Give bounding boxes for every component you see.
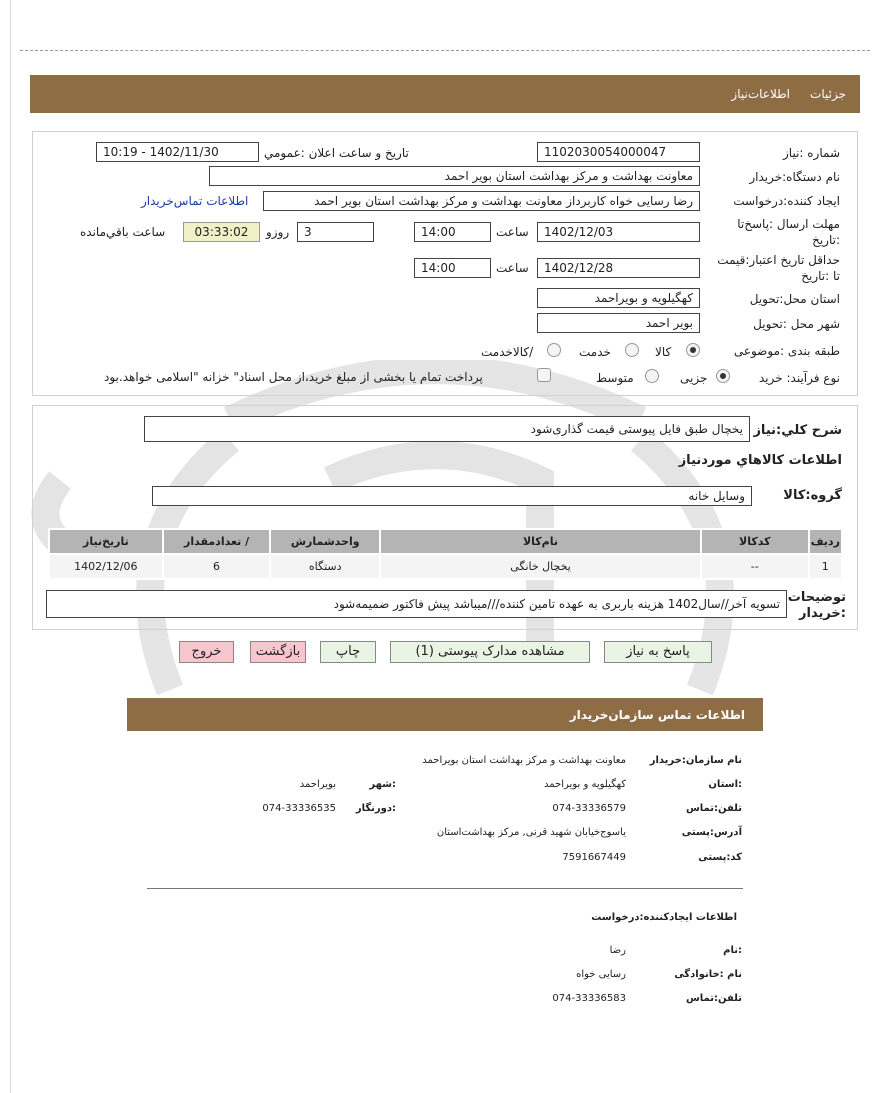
header-row-number: ردیف xyxy=(809,529,842,554)
contact-postal-label: کد:پستی xyxy=(698,852,742,863)
validity-label-1: حداقل تاریخ اعتبار:قیمت xyxy=(717,253,840,267)
contact-org-label: نام سازمان:خریدار xyxy=(649,755,742,766)
creator-label: ایجاد کننده:درخواست xyxy=(733,194,840,208)
contact-divider xyxy=(147,888,743,889)
header-need-date: تاریخ‌نیاز xyxy=(49,529,163,554)
group-label: گروه:کالا xyxy=(783,488,842,503)
category-service-radio[interactable] xyxy=(625,343,639,357)
cell-goods-name: یخچال خانگی xyxy=(380,554,701,579)
province-label: استان محل:تحویل xyxy=(749,292,840,306)
validity-hour-label: ساعت xyxy=(496,261,529,275)
validity-label-2: تا :تاریخ xyxy=(801,269,840,283)
contact-city: بویراحمد xyxy=(299,779,336,790)
cell-goods-code: -- xyxy=(701,554,809,579)
cell-row-number: 1 xyxy=(809,554,842,579)
cell-unit: دستگاه xyxy=(270,554,380,579)
contact-fax-label: :دورنگار xyxy=(355,803,396,814)
description-label: شرح کلي:نیاز xyxy=(753,423,842,438)
header-quantity: / تعدادمقدار xyxy=(163,529,271,554)
back-button[interactable]: بازگشت xyxy=(250,641,306,663)
need-number-label: شماره :نیاز xyxy=(783,146,840,160)
contact-address: یاسوج‌خیابان شهید قرنی, مرکز بهداشت‌استان xyxy=(436,827,626,838)
need-number-field: 1102030054000047 xyxy=(537,142,700,162)
category-label: طبقه بندی :موضوعی xyxy=(733,344,840,358)
buyer-org-label: نام دستگاه:خریدار xyxy=(749,170,840,184)
remaining-time-field: 03:33:02 xyxy=(183,222,260,242)
creator-heading: اطلاعات ایجادکننده:درخواست xyxy=(591,912,737,923)
creator-phone: 074-33336583 xyxy=(552,993,626,1004)
contact-address-label: آدرس:پستی xyxy=(681,827,742,838)
header-bar xyxy=(30,75,860,113)
group-field: وسایل خانه xyxy=(152,486,752,506)
creator-name: رضا xyxy=(609,945,626,956)
contact-city-label: :شهر xyxy=(369,779,396,790)
process-medium-radio[interactable] xyxy=(645,369,659,383)
cell-need-date: 1402/12/06 xyxy=(49,554,163,579)
process-medium-label: متوسط xyxy=(596,371,634,385)
remaining-label: ساعت باقي‌مانده xyxy=(80,225,166,239)
buyer-org-field: معاونت بهداشت و مرکز بهداشت استان بویر احمد xyxy=(209,166,700,186)
days-label: روزو xyxy=(266,225,290,239)
header-goods-name: نام‌کالا xyxy=(380,529,701,554)
table-row xyxy=(49,554,842,579)
contact-bar xyxy=(127,698,763,731)
cell-quantity: 6 xyxy=(163,554,271,579)
city-label: شهر محل :تحویل xyxy=(753,317,840,331)
announce-label: تاریخ و ساعت اعلان :عمومي xyxy=(264,146,409,160)
contact-province-label: :استان xyxy=(708,779,742,790)
goods-table xyxy=(48,528,843,580)
creator-name-label: :نام xyxy=(723,945,742,956)
treasury-payment-note: پرداخت تمام یا بخشی از مبلغ خرید،از محل اسناد" خزانه "اسلامی خواهد.بود xyxy=(104,370,483,384)
reply-button[interactable]: پاسخ به نیاز xyxy=(604,641,712,663)
contact-org: معاونت بهداشت و مرکز بهداشت استان بویراحمد xyxy=(422,755,626,766)
buyer-notes-label-1: توضیحات xyxy=(787,590,846,605)
tab-details[interactable]: جزئیات xyxy=(810,87,846,101)
deadline-date-field: 1402/12/03 xyxy=(537,222,700,242)
process-minor-radio[interactable] xyxy=(716,369,730,383)
contact-title: اطلاعات تماس سازمان‌خریدار xyxy=(569,708,745,722)
process-minor-label: جزیی xyxy=(680,371,708,385)
creator-phone-label: تلفن:تماس xyxy=(685,993,742,1004)
category-goods-radio[interactable] xyxy=(686,343,700,357)
category-both-label: /کالاخدمت xyxy=(481,345,534,359)
deadline-label-2: :تاریخ xyxy=(812,233,840,247)
announce-field: 1402/11/30 - 10:19 xyxy=(96,142,259,162)
exit-button[interactable]: خروج xyxy=(179,641,234,663)
goods-heading: اطلاعات کالاهاي موردنیاز xyxy=(678,453,842,468)
buyer-contact-link[interactable]: اطلاعات تماس‌خریدار xyxy=(141,194,249,208)
top-divider xyxy=(20,50,870,51)
creator-family: رسایی خواه xyxy=(576,969,626,980)
province-field: کهگیلویه و بویراحمد xyxy=(537,288,700,308)
treasury-payment-checkbox[interactable] xyxy=(537,368,551,382)
description-field: یخچال طبق فایل پیوستی قیمت گذاری‌شود xyxy=(144,416,750,442)
category-both-radio[interactable] xyxy=(547,343,561,357)
buyer-notes-label-2: :خریدار xyxy=(799,606,846,621)
process-label: نوع فرآیند: خرید xyxy=(759,371,840,385)
header-unit: واحدشمارش xyxy=(270,529,380,554)
contact-province: کهگیلویه و بویراحمد xyxy=(544,779,626,790)
validity-time-field: 14:00 xyxy=(414,258,491,278)
category-goods-label: کالا xyxy=(655,345,672,359)
deadline-label-1: مهلت ارسال :پاسخ‌تا xyxy=(737,217,840,231)
view-documents-button[interactable]: مشاهده مدارک پیوستی (1) xyxy=(390,641,590,663)
creator-field: رضا رسایی خواه کاربرداز معاونت بهداشت و مرکز بهداشت استان بویر احمد xyxy=(263,191,700,211)
deadline-time-field: 14:00 xyxy=(414,222,491,242)
buyer-notes-field: تسویه آخر//سال1402 هزینه باربری به عهده تامین کننده///میباشد پیش فاکتور ضمیمه‌شود xyxy=(46,590,787,618)
contact-phone: 074-33336579 xyxy=(552,803,626,814)
table-header-row xyxy=(49,529,842,554)
validity-date-field: 1402/12/28 xyxy=(537,258,700,278)
contact-fax: 074-33336535 xyxy=(262,803,336,814)
header-goods-code: کدکالا xyxy=(701,529,809,554)
days-field: 3 xyxy=(297,222,374,242)
city-field: بویر احمد xyxy=(537,313,700,333)
contact-phone-label: تلفن:تماس xyxy=(685,803,742,814)
category-service-label: خدمت xyxy=(579,345,611,359)
tab-need-info[interactable]: اطلاعات‌نیاز xyxy=(731,87,790,101)
contact-postal: 7591667449 xyxy=(562,852,626,863)
deadline-hour-label: ساعت xyxy=(496,225,529,239)
print-button[interactable]: چاپ xyxy=(320,641,376,663)
creator-family-label: نام :خانوادگی xyxy=(674,969,742,980)
